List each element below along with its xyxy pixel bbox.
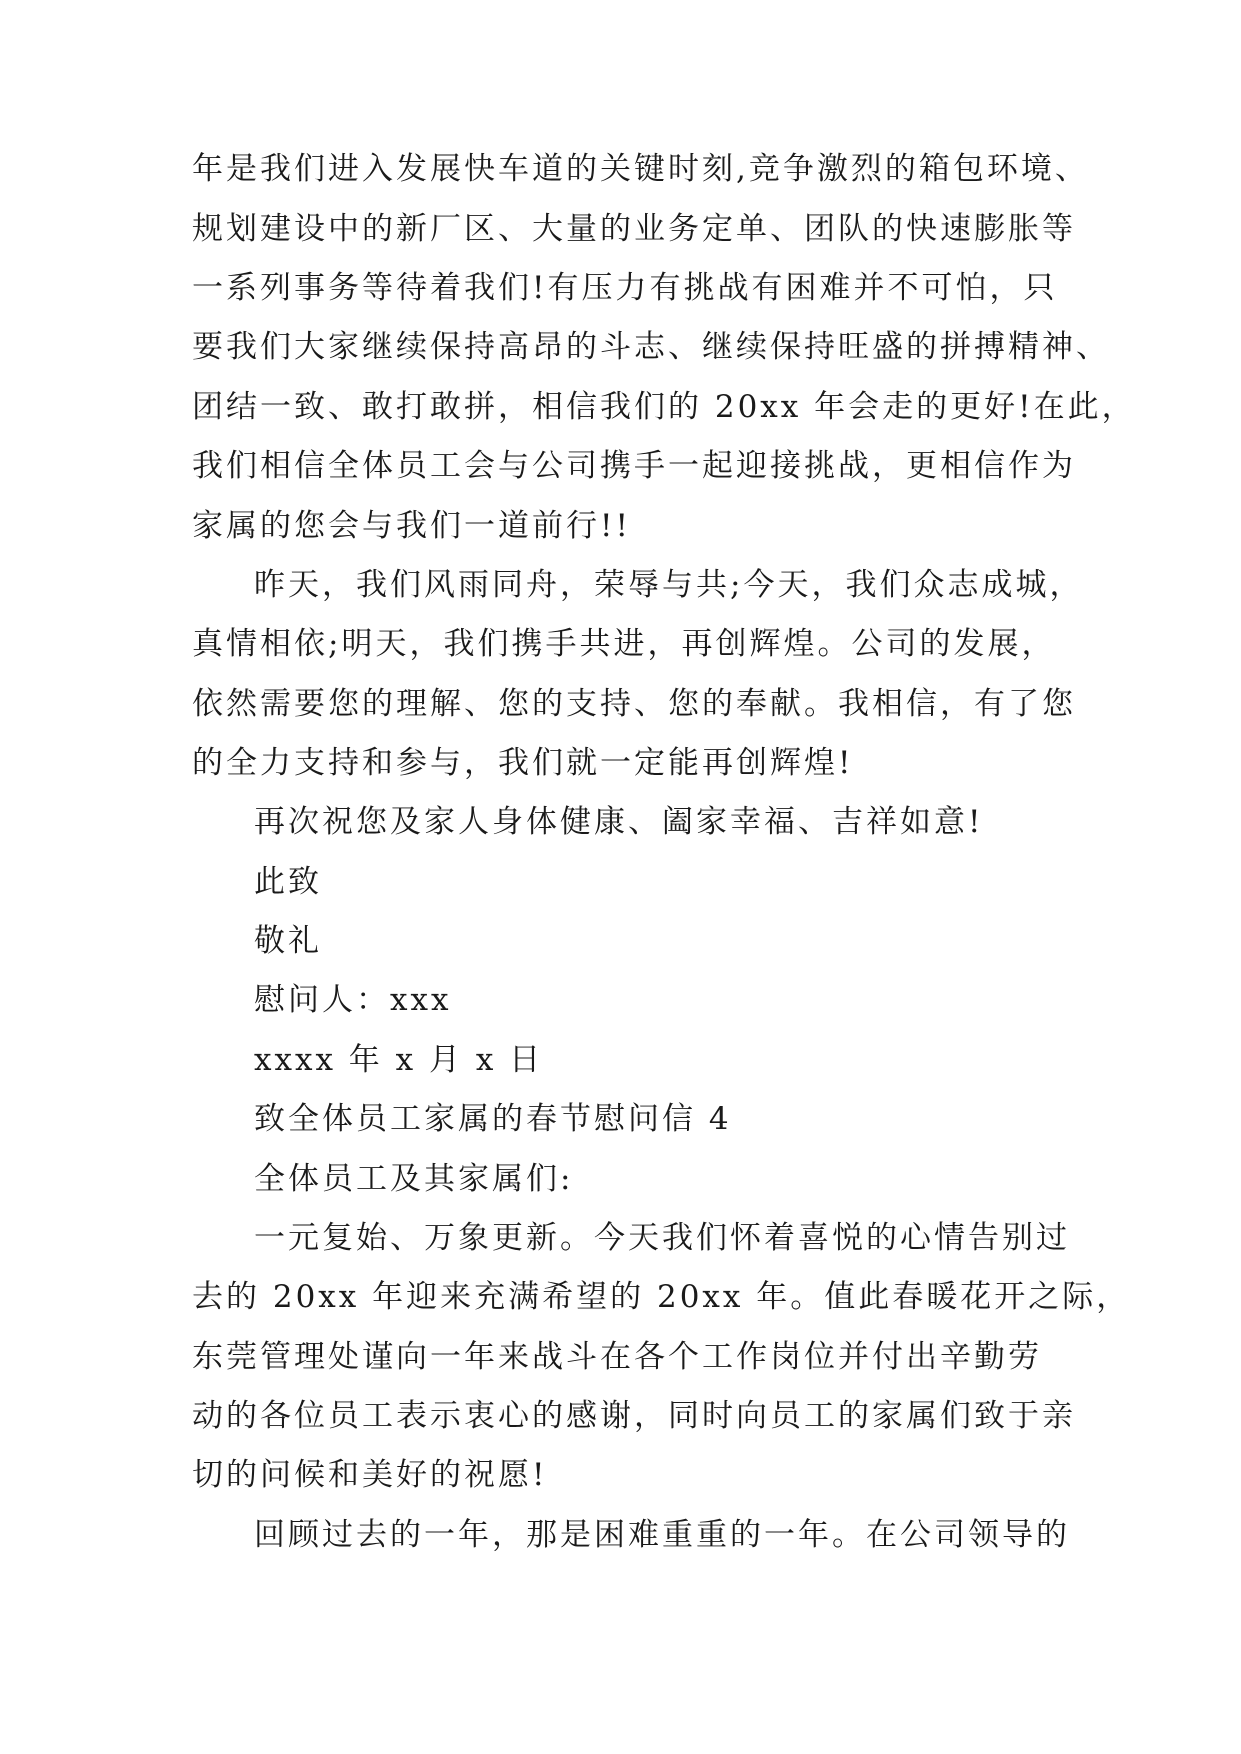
closing-line: 此致 [254, 864, 322, 900]
signature-line: 慰问人：xxx [254, 982, 452, 1018]
paragraph-line: 的全力支持和参与，我们就一定能再创辉煌! [192, 745, 854, 781]
section-title: 致全体员工家属的春节慰问信 4 [254, 1101, 732, 1137]
paragraph-line: 家属的您会与我们一道前行!! [192, 508, 631, 544]
paragraph-line: 切的问候和美好的祝愿! [192, 1457, 548, 1493]
paragraph-line: 再次祝您及家人身体健康、阖家幸福、吉祥如意! [254, 804, 984, 840]
paragraph-line: 我们相信全体员工会与公司携手一起迎接挑战，更相信作为 [192, 448, 1076, 484]
date-line: xxxx 年 x 月 x 日 [254, 1042, 544, 1078]
paragraph-line: 依然需要您的理解、您的支持、您的奉献。我相信，有了您 [192, 686, 1076, 722]
paragraph-line: 一系列事务等待着我们!有压力有挑战有困难并不可怕，只 [192, 270, 1058, 306]
salutation-line: 全体员工及其家属们: [254, 1161, 574, 1197]
paragraph-line: 昨天，我们风雨同舟，荣辱与共;今天，我们众志成城， [254, 567, 1084, 603]
paragraph-line: 回顾过去的一年，那是困难重重的一年。在公司领导的 [254, 1517, 1070, 1553]
paragraph-line: 要我们大家继续保持高昂的斗志、继续保持旺盛的拼搏精神、 [192, 329, 1110, 365]
paragraph-line: 规划建设中的新厂区、大量的业务定单、团队的快速膨胀等 [192, 211, 1076, 247]
paragraph-line: 去的 20xx 年迎来充满希望的 20xx 年。值此春暖花开之际， [192, 1279, 1131, 1315]
paragraph-line: 一元复始、万象更新。今天我们怀着喜悦的心情告别过 [254, 1220, 1070, 1256]
closing-line: 敬礼 [254, 923, 322, 959]
paragraph-line: 年是我们进入发展快车道的关键时刻,竞争激烈的箱包环境、 [192, 151, 1089, 187]
paragraph-line: 东莞管理处谨向一年来战斗在各个工作岗位并付出辛勤劳 [192, 1339, 1042, 1375]
paragraph-line: 团结一致、敢打敢拼，相信我们的 20xx 年会走的更好!在此， [192, 389, 1136, 425]
paragraph-line: 动的各位员工表示衷心的感谢，同时向员工的家属们致于亲 [192, 1398, 1076, 1434]
paragraph-line: 真情相依;明天，我们携手共进，再创辉煌。公司的发展， [192, 626, 1056, 662]
